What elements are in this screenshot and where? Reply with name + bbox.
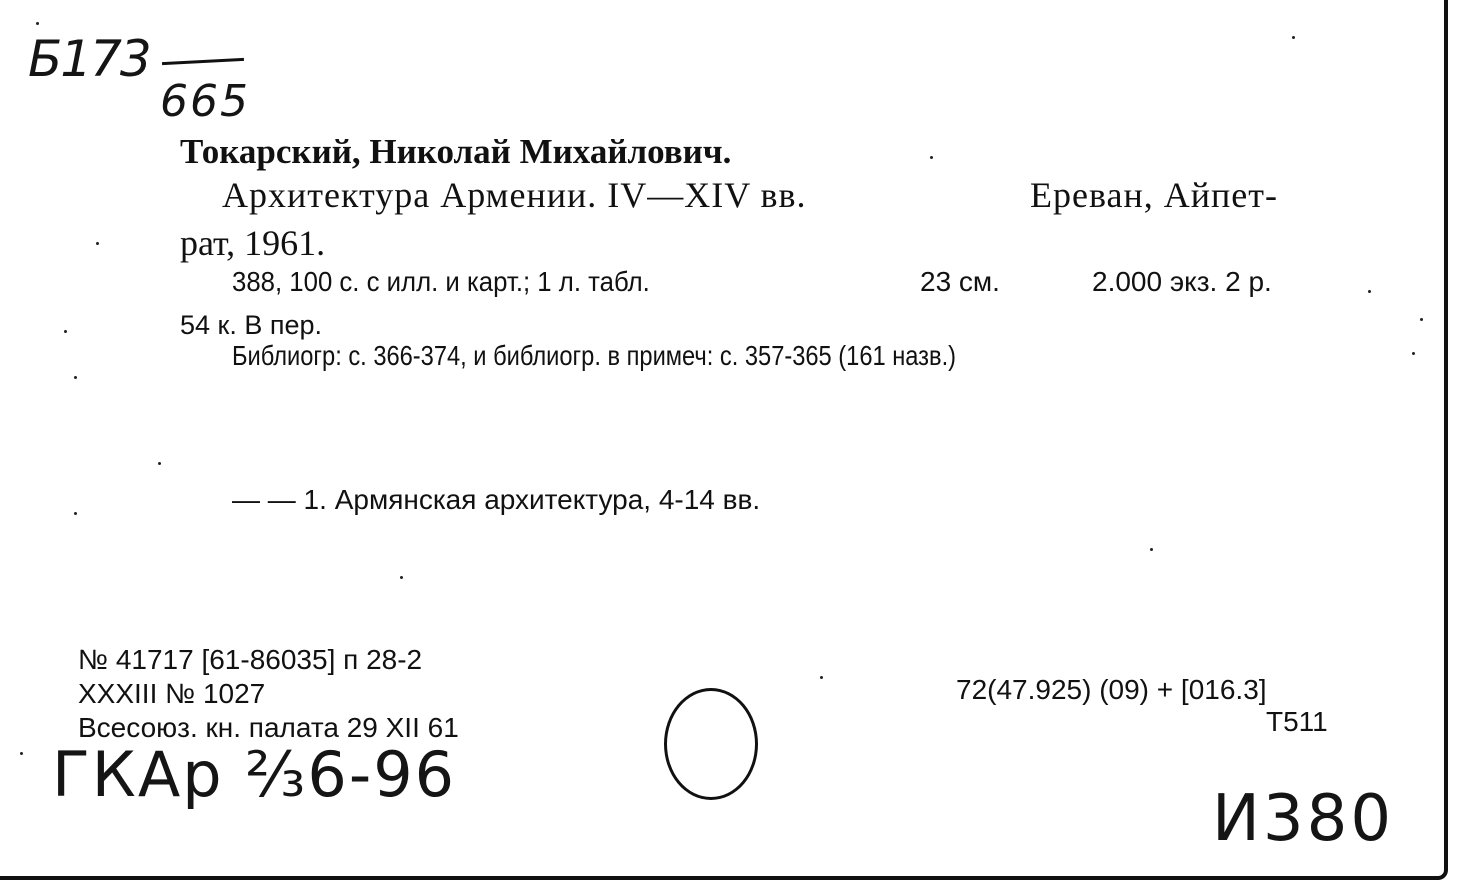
- title-line-1: Архитектура Армении. IV—XIV вв.: [222, 175, 807, 215]
- scan-speck: [930, 156, 933, 159]
- scan-speck: [1368, 290, 1371, 293]
- punch-hole: [664, 688, 758, 800]
- scan-speck: [1420, 318, 1423, 321]
- scan-speck: [1412, 352, 1415, 355]
- size: 23 см.: [920, 266, 1000, 297]
- place-publisher: Ереван, Айпет-: [1030, 175, 1278, 215]
- book-chamber: Всесоюз. кн. палата 29 XII 61: [78, 712, 459, 743]
- physical-description: 388, 100 с. с илл. и карт.; 1 л. табл.: [232, 266, 650, 297]
- series-number: XXXIII № 1027: [78, 678, 266, 709]
- record-number: № 41717 [61-86035] п 28-2: [78, 644, 423, 675]
- scan-speck: [20, 752, 23, 755]
- author-heading: Токарский, Николай Михайлович.: [180, 132, 732, 171]
- bibliography-note: Библиогр: с. 366-374, и библиогр. в примеч: с. 357-365 (161 назв.): [232, 340, 957, 371]
- scan-speck: [158, 462, 161, 465]
- scan-speck: [820, 676, 823, 679]
- shelf-mark-bottom: 665: [160, 76, 250, 127]
- author-mark: Т511: [1266, 706, 1328, 737]
- subject-tracing: — — 1. Армянская архитектура, 4-14 вв.: [232, 484, 761, 515]
- scan-speck: [74, 376, 77, 379]
- classification-index: 72(47.925) (09) + [016.3]: [956, 674, 1267, 705]
- price: 2.000 экз. 2 р.: [1092, 266, 1272, 297]
- shelf-mark-top: Б173: [28, 30, 150, 88]
- title-line-2: рат, 1961.: [180, 223, 326, 263]
- scan-speck: [36, 22, 39, 25]
- archive-code: ГКАр ⅔6-96: [52, 738, 457, 811]
- inventory-number: И380: [1212, 782, 1395, 856]
- scan-speck: [1150, 548, 1153, 551]
- scan-speck: [1292, 36, 1295, 39]
- physical-description-cont: 54 к. В пер.: [180, 310, 323, 340]
- shelf-mark-rule: [162, 58, 244, 65]
- scan-speck: [74, 512, 77, 515]
- scan-speck: [400, 576, 403, 579]
- scan-speck: [64, 330, 67, 333]
- scan-speck: [96, 242, 99, 245]
